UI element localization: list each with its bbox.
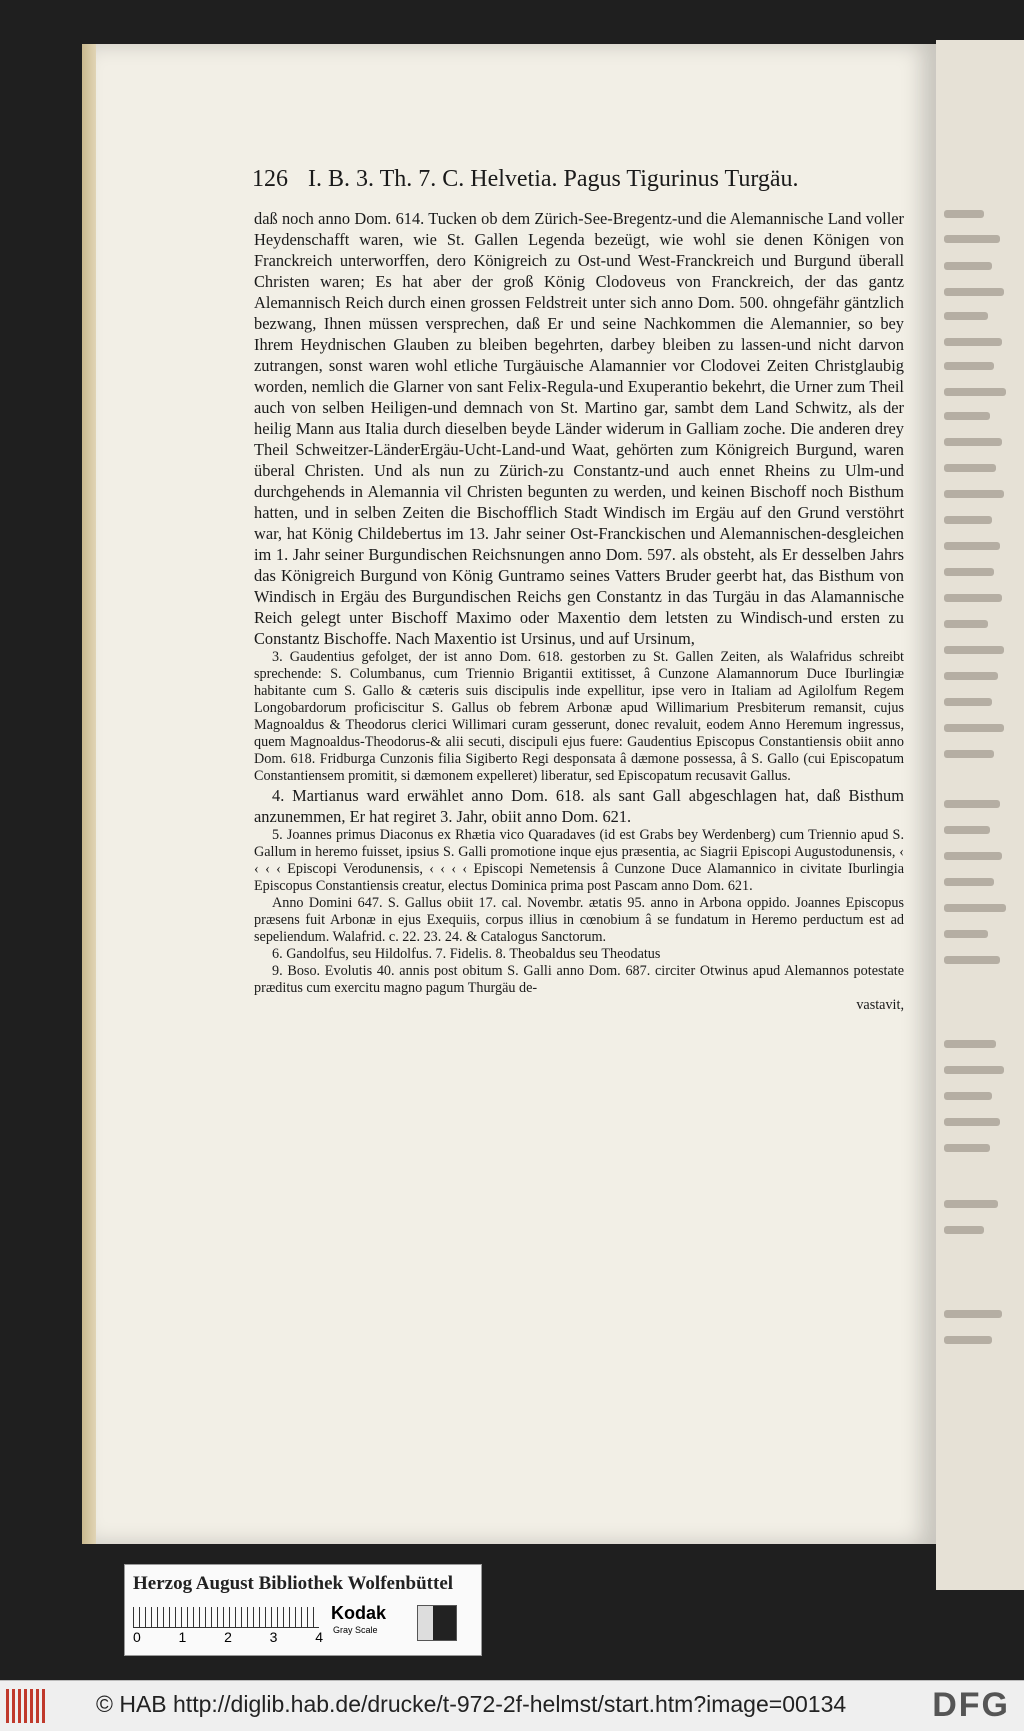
library-label-card xyxy=(124,1564,482,1656)
paragraph-joannes: 5. Joannes primus Diaconus ex Rhætia vico Quaradaves (id est Grabs bey Werdenberg) cum Triennio apud S. Gallum in heremo fuisset, ipsius S. Galli promotione inque ejus præsentia, ac Siagrii Episcopi Augustodunensis, ‹ ‹ ‹ ‹ Episcopi Verodunensis, ‹ ‹ ‹ ‹ Episcopi Nemetensis â Cunzone Duce Alamannico in civitate Iburlingia Episcopus Constantiensis creatur, electus Dominica prima post Pascam anno Dom. 621. xyxy=(254,827,904,894)
header-title-german: Turgäu. xyxy=(724,166,799,192)
header-title-latin: Helvetia. Pagus Tigurinus xyxy=(470,166,719,192)
gray-scale-patch xyxy=(417,1605,457,1641)
scale-number: 0 xyxy=(133,1629,141,1645)
scale-number: 3 xyxy=(269,1629,278,1645)
paragraph-main: daß noch anno Dom. 614. Tucken ob dem Zürich-See-Bregentz-und die Alemannische Land voller Heydenschafft waren, wie St. Gallen Legenda bezeügt, wie wohl sie denen Königen von Franckreich unterworffen, dero Königreich zu Ost-und West-Franckreich und Burgund überall Christen waren; Es hat aber der groß König Clodoveus von Franckreich, der das gantz Alemannisch Reich durch einen grossen Feldstreit unter sich anno Dom. 500. ohngefähr gäntzlich bezwang, Ihnen müssen versprechen, daß Er und seine Nachkommen die Alemannier, so bey Ihrem Heydnischen Glauben zu bleiben begehrten, darbey bleiben zu lassen-und nicht darvon zutrangen, sonst waren wohl etliche Turgäuische Alamannier vor Clodovei Zeiten Christglaubig worden, nemlich die Glarner von sant Felix-Regula-und Exuperantio bekehrt, die Urner zum Theil auch von selben Heiligen-und demnach von St. Martino gar, sambt dem Land Schwitz, als der heilig Mann aus Italia durch dieselben beyde Länder widerum in Galliam zoche. Die anderen drey Theil Schweitzer-LänderErgäu-Ucht-Land-und Waat, gehörten zum Königreich Burgund, waren überal Christen. Und als nun zu Zürich-zu Constantz-und auch ennet Rheins zu Ulm-und durchgehends in Alemannia vil Christen begunten zu werden, und keinen Bischoff noch Bisthum hatten, und in selben Zeiten die Bischofflich Stadt Windisch im Ergäu auf den Grund verstöhrt war, hat König Childebertus im 13. Jahr seiner Ost-Franckischen und Alemannischen-desgleichen im 1. Jahr seiner Burgundischen Reichsnungen anno Dom. 597. als obsteht, als Er desselben Jahrs das Königreich Burgund von König Guntramo seines Vatters Bruder geerbt hat, das Bisthum von Windisch in Ergäu des Burgundischen Reichs gen Constantz in das Turgäu in das Alamannische Reich gelegt unter Bischoff Maximo oder Maxentio dem letsten zu Windisch-und ersten zu Constantz Bischoffe. Nach Maxentio ist Ursinus, und auf Ursinum, xyxy=(254,209,904,648)
paragraph-gaudentius: 3. Gaudentius gefolget, der ist anno Dom. 618. gestorben zu St. Gallen Zeiten, als Walafridus schreibt sprechende: S. Columbanus, cum Triennio Brigantii extitisset, â Cunzone Alamannorum Duce Iburlingiæ habitante cum S. Gallo & cæteris suis discipulis inde expellitur, ipse vero in Italiam ad Agilolfum Regem Longobardorum proficiscitur S. Gallus ob febrem Arbonæ apud Willimarium Presbiterum remansit, cujus Magnoaldus & Theodorus clerici Willimari curam gesserunt, donec revaluit, eodem Anno Heremum ingressus, quem Magnoaldus-Theodorus-& alii secuti, discipuli ejus fuere: Gaudentius Episcopus Constantiensis obiit anno Dom. 618. Fridburga Cunzonis filia Sigiberto Regi desponsata â dæmone possessa, â S. Gallo (cui Episcopatum Constantiensem promitit, si dæmonem expelleret) liberatur, sed Episcopatum recusavit Gallus. xyxy=(254,649,904,784)
scale-number: 1 xyxy=(178,1629,187,1645)
source-url[interactable]: © HAB http://diglib.hab.de/drucke/t-972-2f-helmst/start.htm?image=00134 xyxy=(96,1691,847,1717)
dfg-logo: DFG xyxy=(932,1686,1010,1724)
ruler-numbers xyxy=(133,1629,323,1645)
paragraph-boso: 9. Boso. Evolutis 40. annis post obitum S. Galli anno Dom. 687. circiter Otwinus apud Alemannos potestate præditus cum exercitu magno pagum Thurgäu de- xyxy=(254,963,904,996)
scale-number: 4 xyxy=(315,1629,323,1645)
running-header xyxy=(252,166,902,193)
paragraph-martianus: 4. Martianus ward erwählet anno Dom. 618. als sant Gall abgeschlagen hat, daß Bisthum anzunemmen, Er hat regiret 3. Jahr, obiit anno Dom. 621. xyxy=(254,786,904,826)
paragraph-gallus: Anno Domini 647. S. Gallus obiit 17. cal. Novembr. ætatis 95. anno in Arbona oppido. Joannes Episcopus præsens fuit Arbonæ in ejus Exequiis, corpus illius in cœnobium â se fundatum in Heremo perductum est ad sepeliendum. Walafrid. c. 22. 23. 24. & Catalogus Sanctorum. xyxy=(254,895,904,945)
footer-bar xyxy=(0,1680,1024,1731)
scale-number: 2 xyxy=(224,1629,232,1645)
ruler-scale xyxy=(133,1607,319,1628)
catchword: vastavit, xyxy=(856,997,904,1013)
target-logo-icon xyxy=(6,1689,46,1723)
list-bishops: 6. Gandolfus, seu Hildolfus. 7. Fidelis. 8. Theobaldus seu Theodatus xyxy=(272,946,661,962)
page-number: 126 xyxy=(252,166,288,192)
gray-scale-label: Gray Scale xyxy=(333,1625,378,1635)
kodak-brand: Kodak xyxy=(331,1603,387,1623)
facing-page xyxy=(936,40,1024,1590)
section-reference: I. B. 3. Th. 7. C. xyxy=(308,166,465,192)
page-body xyxy=(254,208,904,1014)
library-name: Herzog August Bibliothek Wolfenbüttel xyxy=(133,1573,454,1594)
